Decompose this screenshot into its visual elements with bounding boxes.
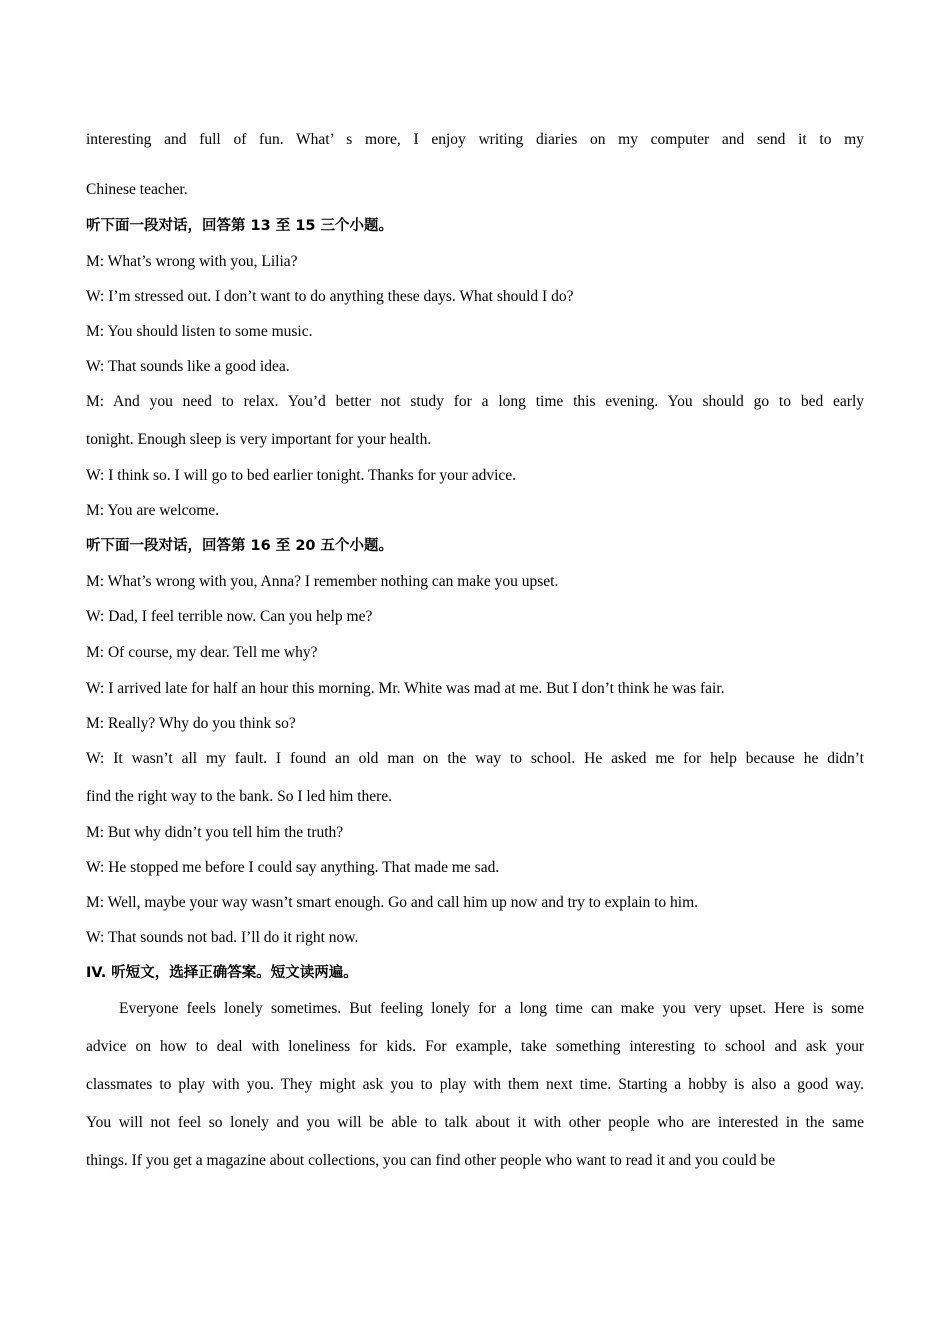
text-line: W: I arrived late for half an hour this morning. Mr. White was mad at me. But I don’t think he was fair. (86, 680, 725, 697)
text-line: M: But why didn’t you tell him the truth? (86, 824, 344, 841)
text-line: W: That sounds not bad. I’ll do it right now. (86, 929, 359, 946)
text-line: W: I think so. I will go to bed earlier tonight. Thanks for your advice. (86, 467, 517, 484)
text-line: W: He stopped me before I could say anything. That made me sad. (86, 859, 500, 876)
text-line: W: I’m stressed out. I don’t want to do anything these days. What should I do? (86, 288, 574, 305)
text-line: tonight. Enough sleep is very important for your health. (86, 431, 432, 448)
text-line: classmates to play with you. They might ask you to play with them next time. Starting a hobby is also a good way. (86, 1076, 864, 1093)
text-line: interesting and full of fun. What’ s more, I enjoy writing diaries on my computer and send it to my (86, 131, 864, 148)
text-line: W: It wasn’t all my fault. I found an old man on the way to school. He asked me for help because he didn’t (86, 750, 864, 767)
text-line: find the right way to the bank. So I led him there. (86, 788, 393, 805)
text-line: things. If you get a magazine about collections, you can find other people who want to read it and you could be (86, 1152, 776, 1169)
text-line: You will not feel so lonely and you will be able to talk about it with other people who are interested in the same (86, 1114, 864, 1131)
text-line: W: That sounds like a good idea. (86, 358, 290, 375)
text-line: M: What’s wrong with you, Anna? I remember nothing can make you upset. (86, 573, 559, 590)
text-line: Chinese teacher. (86, 181, 188, 198)
section-heading: 听下面一段对话，回答第 13 至 15 三个小题。 (86, 218, 394, 234)
section-heading: IV. 听短文，选择正确答案。短文读两遍。 (86, 965, 358, 981)
text-line: M: Well, maybe your way wasn’t smart enough. Go and call him up now and try to explain to him. (86, 894, 699, 911)
text-line: M: And you need to relax. You’d better not study for a long time this evening. You should go to bed early (86, 393, 864, 410)
text-line: advice on how to deal with loneliness for kids. For example, take something interesting to school and ask your (86, 1038, 864, 1055)
text-line: M: Of course, my dear. Tell me why? (86, 644, 318, 661)
text-line: Everyone feels lonely sometimes. But feeling lonely for a long time can make you very upset. Here is some (119, 1000, 864, 1017)
text-line: W: Dad, I feel terrible now. Can you help me? (86, 608, 373, 625)
text-line: M: Really? Why do you think so? (86, 715, 296, 732)
text-line: M: You are welcome. (86, 502, 220, 519)
text-line: M: What’s wrong with you, Lilia? (86, 253, 298, 270)
text-line: M: You should listen to some music. (86, 323, 313, 340)
section-heading: 听下面一段对话，回答第 16 至 20 五个小题。 (86, 538, 394, 554)
